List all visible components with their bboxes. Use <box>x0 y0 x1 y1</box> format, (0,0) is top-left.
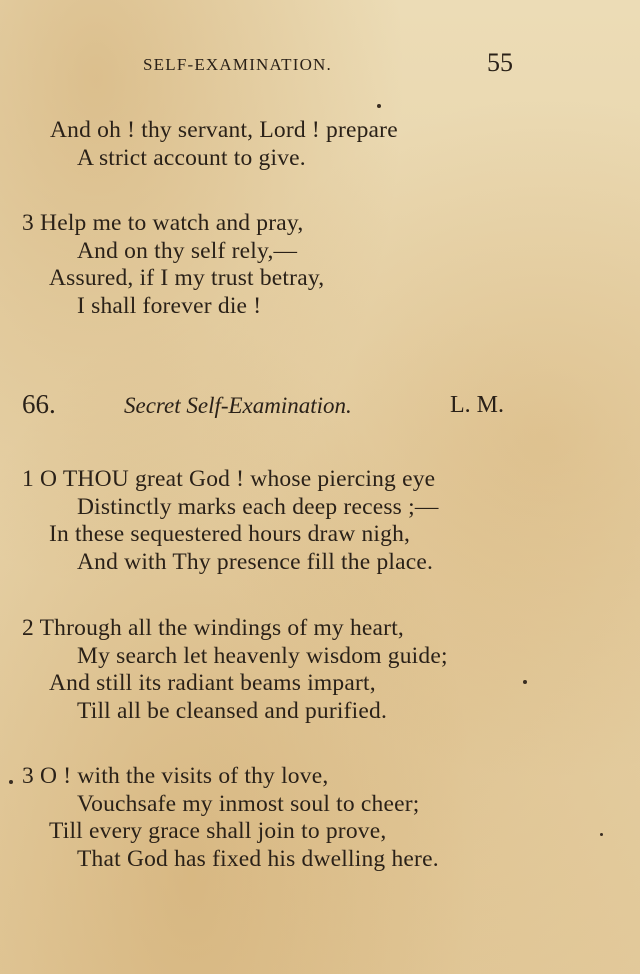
hymn-number: 66. <box>22 389 56 419</box>
verse-line: Vouchsafe my inmost soul to cheer; <box>77 791 420 817</box>
verse-line: Distinctly marks each deep recess ;— <box>77 494 439 520</box>
verse-line: And oh ! thy servant, Lord ! prepare <box>50 117 398 143</box>
verse-line: Assured, if I my trust betray, <box>49 265 325 291</box>
verse-line: 3 Help me to watch and pray, <box>22 210 304 236</box>
verse-line: And with Thy presence fill the place. <box>77 549 434 575</box>
paper-speck <box>523 680 527 684</box>
paper-speck <box>9 780 13 784</box>
verse-line: A strict account to give. <box>77 145 306 171</box>
verse-line: 1 O THOU great God ! whose piercing eye <box>22 466 436 492</box>
paper-speck <box>377 104 381 108</box>
verse-line: 3 O ! with the visits of thy love, <box>22 763 329 789</box>
verse-line: 2 Through all the windings of my heart, <box>22 615 404 641</box>
verse-line: Till all be cleansed and purified. <box>77 698 388 724</box>
verse-line: My search let heavenly wisdom guide; <box>77 643 448 669</box>
verse-line: And on thy self rely,— <box>77 238 298 264</box>
verse-line: Till every grace shall join to prove, <box>49 818 387 844</box>
running-head: SELF-EXAMINATION. <box>143 55 332 74</box>
verse-line: I shall forever die ! <box>77 293 262 319</box>
verse-line: That God has fixed his dwelling here. <box>77 846 439 872</box>
page-number: 55 <box>487 48 513 77</box>
paper-speck <box>600 833 603 836</box>
verse-line: In these sequestered hours draw nigh, <box>49 521 411 547</box>
verse-line: And still its radiant beams impart, <box>49 670 376 696</box>
hymn-meter: L. M. <box>450 392 504 418</box>
hymn-title: Secret Self-Examination. <box>124 393 352 418</box>
